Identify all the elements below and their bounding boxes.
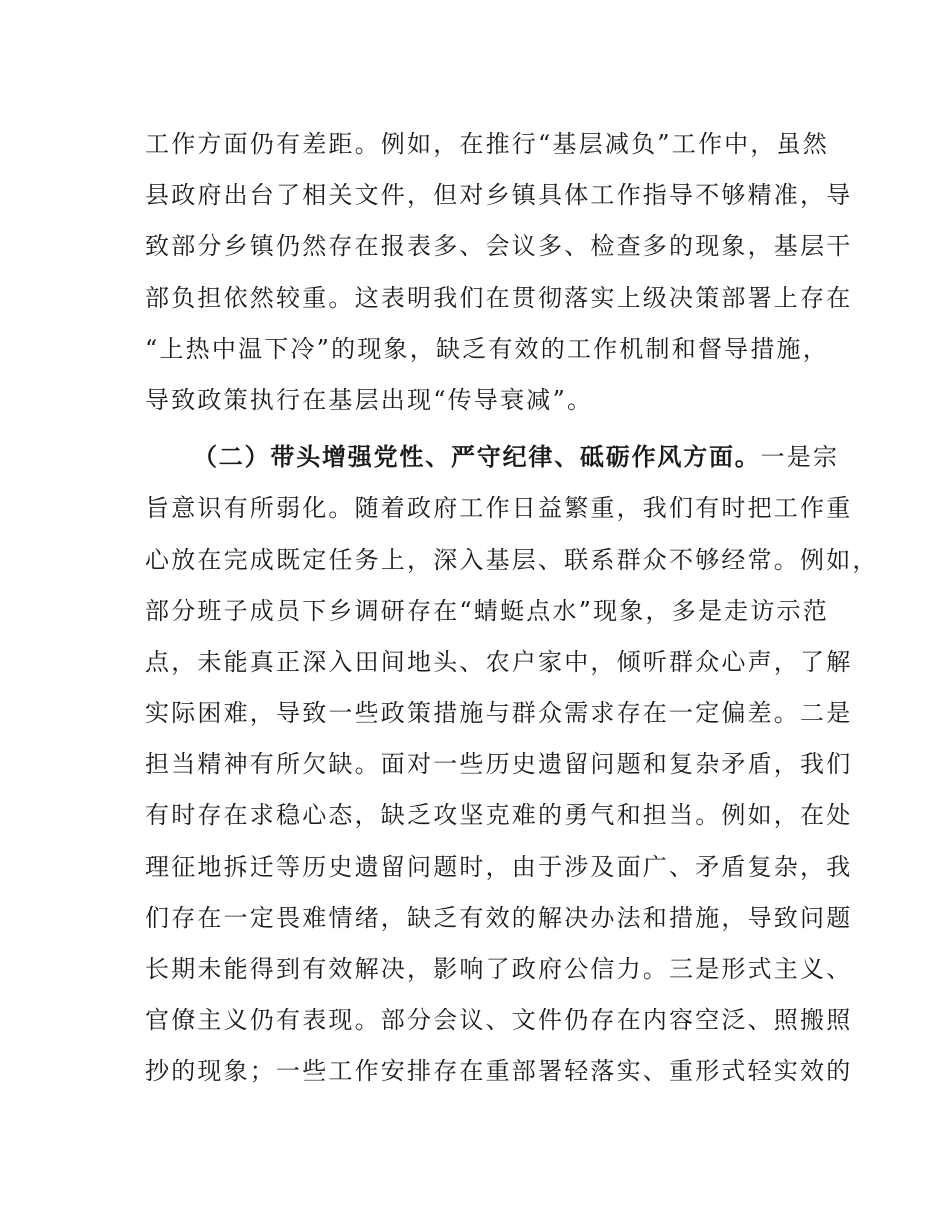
text-line: 部负担依然较重。这表明我们在贯彻落实上级决策部署上存在 (145, 283, 853, 312)
section-heading: （二）带头增强党性、严守纪律、砥砺作风方面。 (193, 443, 761, 472)
text-line: 官僚主义仍有表现。部分会议、文件仍存在内容空泛、照搬照 (145, 1006, 853, 1035)
text-line: 担当精神有所欠缺。面对一些历史遗留问题和复杂矛盾，我们 (145, 750, 853, 779)
text-line: 导致政策执行在基层出现“传导衰减”。 (145, 385, 594, 414)
heading-line-rest: 一是宗 (760, 443, 840, 472)
text-line: 长期未能得到有效解决，影响了政府公信力。三是形式主义、 (145, 955, 853, 983)
text-line: 抄的现象；一些工作安排存在重部署轻落实、重形式轻实效的 (145, 1057, 853, 1086)
text-line: 心放在完成既定任务上，深入基层、联系群众不够经常。例如， (145, 545, 879, 574)
paragraph-2 (145, 432, 879, 1097)
text-line: 点，未能真正深入田间地头、农户家中，倾听群众心声，了解 (145, 647, 853, 676)
text-line: 县政府出台了相关文件，但对乡镇具体工作指导不够精准，导 (145, 181, 853, 210)
text-line: 旨意识有所弱化。随着政府工作日益繁重，我们有时把工作重 (145, 494, 853, 523)
text-line: 理征地拆迁等历史遗留问题时，由于涉及面广、矛盾复杂，我 (145, 852, 853, 881)
paragraph-1 (145, 119, 853, 426)
text-line: 实际困难，导致一些政策措施与群众需求存在一定偏差。二是 (145, 699, 853, 728)
text-line: 部分班子成员下乡调研存在“蜻蜓点水”现象，多是走访示范 (145, 596, 829, 625)
document-body (145, 119, 879, 1098)
text-line: 有时存在求稳心态，缺乏攻坚克难的勇气和担当。例如，在处 (145, 801, 853, 830)
text-line: “上热中温下冷”的现象，缺乏有效的工作机制和督导措施， (145, 334, 829, 363)
text-line: 工作方面仍有差距。例如，在推行“基层减负”工作中，虽然 (145, 130, 829, 158)
text-line: 们存在一定畏难情绪，缺乏有效的解决办法和措施，导致问题 (145, 903, 853, 932)
text-line: 致部分乡镇仍然存在报表多、会议多、检查多的现象，基层干 (145, 232, 853, 261)
text-line-heading (145, 432, 840, 483)
